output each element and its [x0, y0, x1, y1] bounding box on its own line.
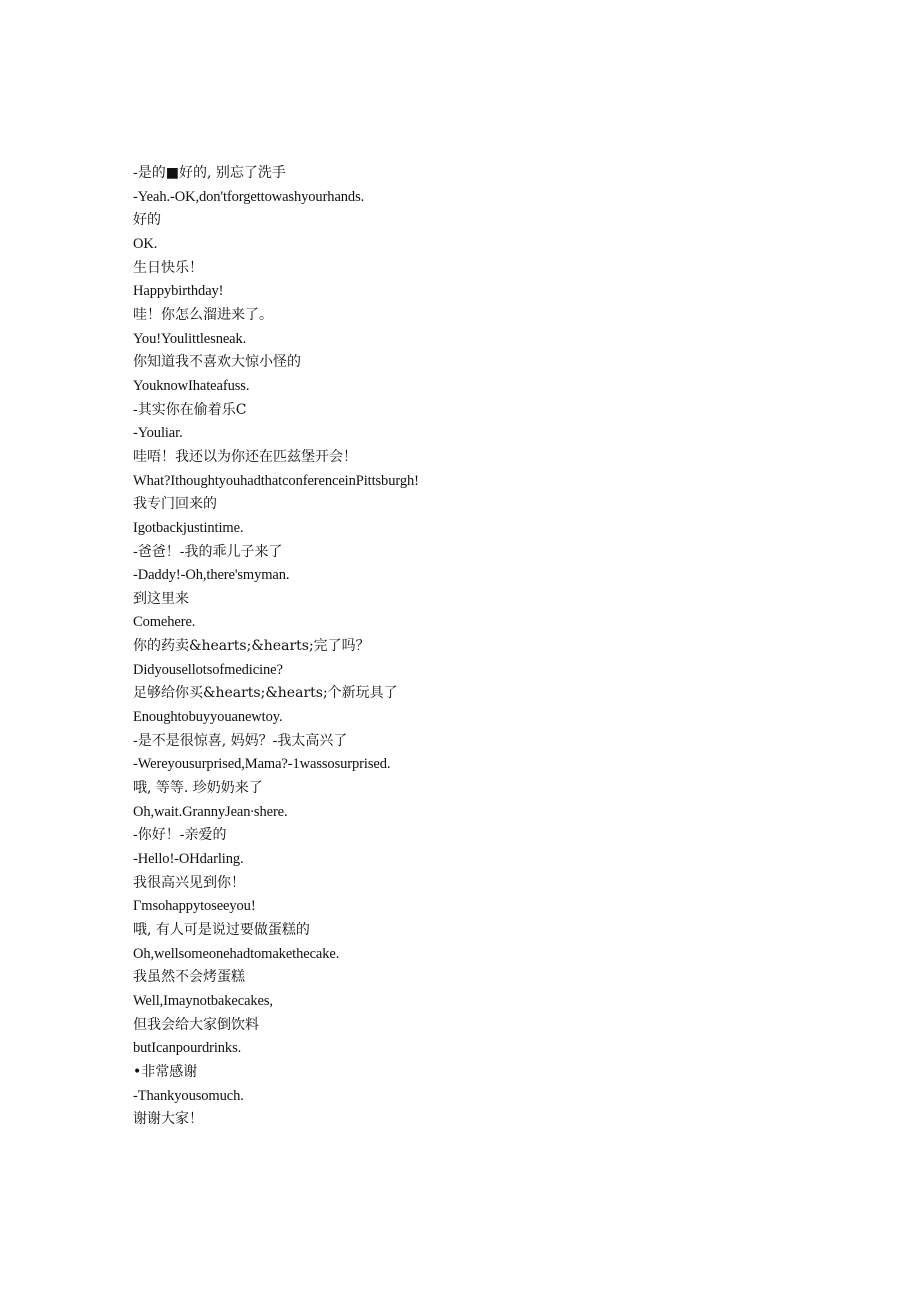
subtitle-line-english: -Youliar. — [133, 425, 183, 442]
subtitle-line-english: -Wereyousurprised,Mama?-1wassosurprised. — [133, 756, 391, 773]
subtitle-line-chinese: -是的■好的, 别忘了洗手 — [133, 165, 286, 181]
subtitle-transcript — [133, 162, 833, 1132]
subtitle-line-chinese: 我专门回来的 — [133, 496, 217, 513]
subtitle-line-chinese: 哇！你怎么溜进来了。 — [133, 306, 273, 323]
subtitle-line-chinese: 谢谢大家！ — [133, 1111, 203, 1128]
subtitle-line-english: Γmsohappytoseeyou! — [133, 898, 256, 915]
subtitle-line-chinese: 足够给你买&hearts;&hearts;个新玩具了 — [133, 685, 398, 702]
subtitle-line-chinese: 生日快乐！ — [133, 259, 203, 276]
subtitle-line-english: OK. — [133, 235, 158, 252]
subtitle-line-chinese: 但我会给大家倒饮料 — [133, 1016, 259, 1033]
subtitle-line-chinese: 你知道我不喜欢大惊小怪的 — [133, 354, 301, 371]
subtitle-line-chinese: 哇唔！我还以为你还在匹兹堡开会！ — [133, 448, 357, 465]
subtitle-line-english: Oh,wellsomeonehadtomakethecake. — [133, 945, 340, 962]
subtitle-line-english: Comehere. — [133, 614, 196, 631]
subtitle-line-chinese: 好的 — [133, 212, 161, 229]
subtitle-line-chinese: •非常感谢 — [133, 1063, 198, 1080]
subtitle-line-english: Well,Imaynotbakecakes, — [133, 992, 273, 1009]
subtitle-line-english: Oh,wait.GrannyJean∙shere. — [133, 803, 288, 820]
subtitle-line-english: YouknowIhateafuss. — [133, 377, 250, 394]
subtitle-line-english: What?IthoughtyouhadthatconferenceinPittsburgh! — [133, 472, 419, 489]
subtitle-line-english: -Thankyousomuch. — [133, 1087, 244, 1104]
subtitle-line-chinese: -是不是很惊喜, 妈妈？-我太高兴了 — [133, 732, 348, 749]
subtitle-line-english: -Daddy!-Oh,there'smyman. — [133, 567, 290, 584]
subtitle-line-chinese: 我很高兴见到你！ — [133, 874, 245, 891]
subtitle-line-chinese: 哦, 有人可是说过要做蛋糕的 — [133, 922, 310, 938]
subtitle-line-english: -Yeah.-OK,don'tforgettowashyourhands. — [133, 188, 365, 205]
subtitle-line-chinese: 我虽然不会烤蛋糕 — [133, 969, 245, 986]
subtitle-line-english: Didyousellotsofmedicine? — [133, 661, 283, 678]
subtitle-line-english: -Hello!-OHdarling. — [133, 851, 244, 868]
subtitle-line-english: butIcanpourdrinks. — [133, 1040, 242, 1057]
subtitle-line-chinese: 到这里来 — [133, 590, 189, 607]
subtitle-line-chinese: -你好！-亲爱的 — [133, 827, 227, 844]
subtitle-line-english: Happybirthday! — [133, 283, 224, 300]
subtitle-line-chinese: 哦, 等等. 珍奶奶来了 — [133, 780, 263, 797]
subtitle-line-english: Igotbackjustintime. — [133, 519, 244, 536]
subtitle-line-english: Enoughtobuyyouanewtoy. — [133, 709, 283, 726]
subtitle-line-chinese: -其实你在偷着乐C — [133, 401, 247, 418]
subtitle-line-chinese: -爸爸！-我的乖儿子来了 — [133, 543, 283, 560]
subtitle-line-chinese: 你的药卖&hearts;&hearts;完了吗？ — [133, 638, 370, 655]
subtitle-line-english: You!Youlittlesneak. — [133, 330, 247, 347]
